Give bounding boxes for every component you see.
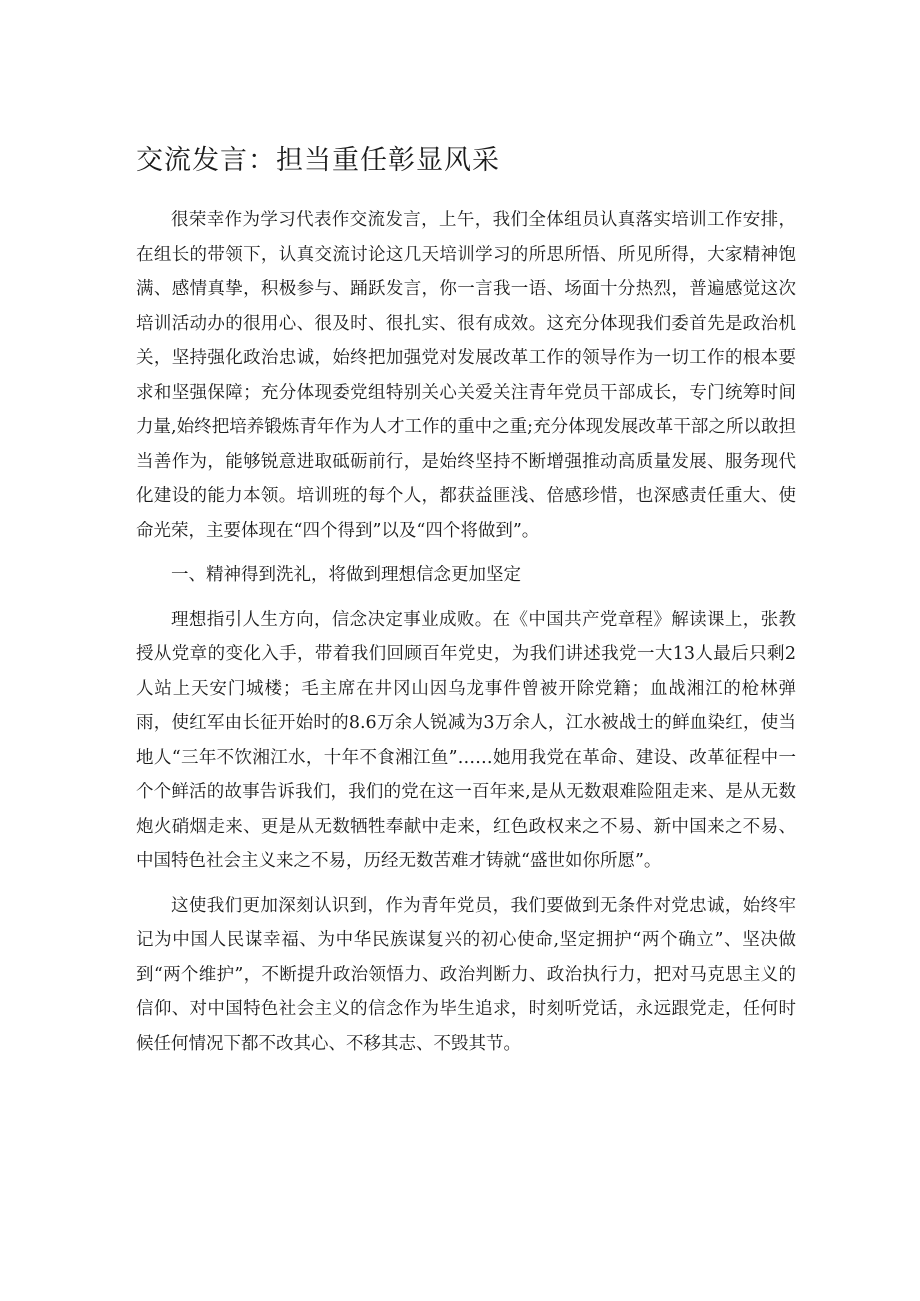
paragraph-section-1-conclusion: 这使我们更加深刻认识到，作为青年党员，我们要做到无条件对党忠诚，始终牢记为中国人民谋幸福、为中华民族谋复兴的初心使命,坚定拥护“两个确立”、坚决做到“两个维护”，不断提升政治领悟力、政治判断力、政治执行力，把对马克思主义的信仰、对中国特色社会主义的信念作为毕生追求，时刻听党话，永远跟党走，任何时候任何情况下都不改其心、不移其志、不毁其节。 (136, 895, 796, 1054)
document-title: 交流发言：担当重任彰显风采 (136, 145, 500, 176)
paragraph-section-1-body: 理想指引人生方向，信念决定事业成败。在《中国共产党章程》解读课上，张教授从党章的变化入手，带着我们回顾百年党史，为我们讲述我党一大13人最后只剩2人站上天安门城楼；毛主席在井冈山因乌龙事件曾被开除党籍；血战湘江的枪林弹雨，使红军由长征开始时的8.6万余人锐减为3万余人，江水被战士的鲜血染红，使当地人“三年不饮湘江水，十年不食湘江鱼”……她用我党在革命、建设、改革征程中一个个鲜活的故事告诉我们，我们的党在这一百年来,是从无数艰难险阻走来、是从无数炮火硝烟走来、更是从无数牺牲奉献中走来，红色政权来之不易、新中国来之不易、中国特色社会主义来之不易，历经无数苦难才铸就“盛世如你所愿”。 (136, 609, 796, 871)
section-heading-1: 一、精神得到洗礼，将做到理想信念更加坚定 (171, 565, 521, 585)
paragraph-intro: 很荣幸作为学习代表作交流发言，上午，我们全体组员认真落实培训工作安排，在组长的带领下，认真交流讨论这几天培训学习的所思所悟、所见所得，大家精神饱满、感情真挚，积极参与、踊跃发言，你一言我一语、场面十分热烈，普遍感觉这次培训活动办的很用心、很及时、很扎实、很有成效。这充分体现我们委首先是政治机关，坚持强化政治忠诚，始终把加强党对发展改革工作的领导作为一切工作的根本要求和坚强保障；充分体现委党组特别关心关爱关注青年党员干部成长，专门统筹时间力量,始终把培养锻炼青年作为人才工作的重中之重;充分体现发展改革干部之所以敢担当善作为，能够锐意进取砥砺前行，是始终坚持不断增强推动高质量发展、服务现代化建设的能力本领。培训班的每个人，都获益匪浅、倍感珍惜，也深感责任重大、使命光荣，主要体现在“四个得到”以及“四个将做到”。 (136, 210, 796, 541)
document-body (136, 203, 796, 1061)
